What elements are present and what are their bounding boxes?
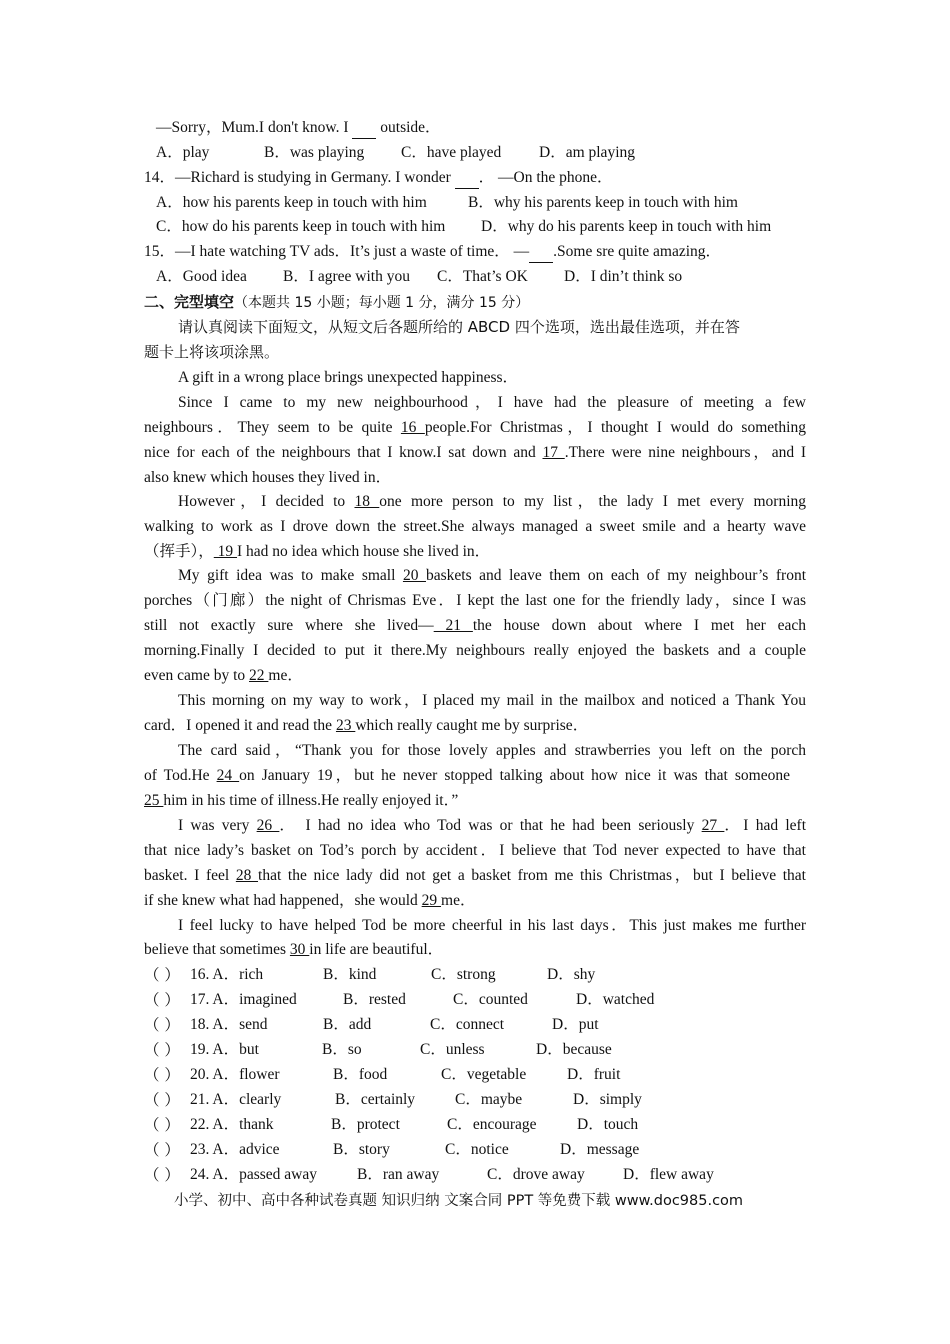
document-page: —Sorry，Mum.I don't know. I outside． A．play B．was playing C．have played D．am playing 14．—Richard is studying in Germany. I wonder ． —On the phone． A．how his parents keep in touch with him B．why his parents keep in touch with him C．how do his parents keep in touch with him D．why do his parents keep in touch with him 15．—I hate watching TV ads．It’s just a waste of time． — .Some sre quite amazing． A．Good idea B．I agree with you C．That’s OK D．I din’t think so 二、完型填空（本题共 15 小题；每小题 1 分，满分 15 分） 请认真阅读下面短文，从短文后各题所给的 ABCD 四个选项，选出最佳选项，并在答 题卡上将该项涂黑。 A gift in a wrong place brings unexpected happiness． Since I came to my new neighbourhood，I have had the pleasure of meeting a few neighbours．They seem to be quite 16 people.For Christmas，I thought I would do something nice for each of the neighbours that I know.I sat down and 17 .There were nine neighbours，and I also knew which houses they lived in． However，I decided to 18 one more person to my list，the lady I met every morning walking to work as I drove down the street.She always managed a sweet smile and a hearty wave （挥手）， 19 I had no idea which house she lived in． My gift idea was to make small 20 baskets and leave them on each of my neighbour’s front porches（门廊）the night of Chrismas Eve．I kept the last one for the friendly lady，since I was still not exactly sure where she lived— 21 the house down about where I met her each morning.Finally I decided to put it there.My neighbours really enjoyed the baskets and a couple even came by to 22 me． This morning on my way to work，I placed my mail in the mailbox and noticed a Thank You card．I opened it and read the 23 which really caught me by surprise． The card said，“Thank you for those lovely apples and strawberries you left on the porch of Tod.He 24 on January 19，but he never stopped talking about how nice it was that someone 25 him in his time of illness.He really enjoyed it．” I was very 26 ． I had no idea who Tod was or that he had been seriously 27 ．I had left that nice lady’s basket on Tod’s porch by accident．I believe that Tod never expected to have that basket. I feel 28 that the nice lady did not get a basket from me this Christmas，but I believe that if she knew what had happened，she would 29 me． I feel lucky to have helped Tod be more cheerful in his last days．This just makes me further believe that sometimes 30 in life are beautiful． （ ） 16. A．rich B．kind C．strong D．shy （ ） 17. A．imagined B．rested C．counted D．watched （ ） 18. A．send B．add C．connect D．put （ ） 19. A．but B．so C．unless D．because （ ） 20. A．flower B．food C．vegetable D．fruit （ ） 21. A．clearly B．certainly C．maybe D．simply （ ） 22. A．thank B．protect C．encourage D．touch （ ） 23. A．advice B．story C．notice D．message （ ） 24. A．passed away B．ran away C．drove away D．flew away 小学、初中、高中各种试卷真题 知识归纳 文案合同 PPT 等免费下载 www.doc985.com <box>0 0 950 1344</box>
passage-title: A gift in a wrong place brings unexpected happiness． <box>178 369 519 386</box>
passage-line: However，I decided to 18 one more person to my list，the lady I met every morning <box>178 493 806 510</box>
q15-option-d: D．I din’t think so <box>564 268 683 285</box>
passage-line: 25 him in his time of illness.He really enjoyed it．” <box>144 792 459 809</box>
blank-24: 24 <box>216 767 240 784</box>
blank-18: 18 <box>354 493 380 510</box>
section-instruction-cont: 题卡上将该项涂黑。 <box>144 343 280 361</box>
passage-line: nice for each of the neighbours that I know.I sat down and 17 .There were nine neighbours，and I <box>144 444 806 461</box>
passage-line: My gift idea was to make small 20 baskets and leave them on each of my neighbour’s front <box>178 567 807 584</box>
passage-line: of Tod.He 24 on January 19，but he never stopped talking about how nice it was that someone <box>144 767 791 784</box>
passage-line: walking to work as I drove down the street.She always managed a sweet smile and a hearty wave <box>144 518 806 535</box>
q15-option-b: B．I agree with you <box>283 268 410 285</box>
passage-line: still not exactly sure where she lived— 21 the house down about where I met her each <box>144 617 806 634</box>
blank-23: 23 <box>335 717 356 734</box>
passage-line: card．I opened it and read the 23 which really caught me by surprise． <box>144 717 589 734</box>
q15-option-c: C．That’s OK <box>437 268 528 285</box>
passage-line: even came by to 22 me． <box>144 667 303 684</box>
blank-22: 22 <box>249 667 269 684</box>
footer-text: 小学、初中、高中各种试卷真题 知识归纳 文案合同 PPT 等免费下载 www.doc985.com <box>174 1193 744 1209</box>
q14-option-d: D．why do his parents keep in touch with him <box>481 218 772 235</box>
q15-stem: 15．—I hate watching TV ads．It’s just a waste of time． — .Some sre quite amazing． <box>144 242 806 263</box>
passage-line: I was very 26 ． I had no idea who Tod was or that he had been seriously 27 ．I had left <box>178 817 807 834</box>
q15-option-a: A．Good idea <box>156 268 247 285</box>
passage-line: also knew which houses they lived in． <box>144 469 392 486</box>
passage-line: basket. I feel 28 that the nice lady did not get a basket from me this Christmas，but I believe that <box>144 867 806 884</box>
blank-28: 28 <box>235 867 259 884</box>
section-instruction: 请认真阅读下面短文，从短文后各题所给的 ABCD 四个选项，选出最佳选项，并在答 <box>178 318 740 336</box>
blank-20: 20 <box>402 567 426 584</box>
q14-option-b: B．why his parents keep in touch with him <box>468 194 738 211</box>
q14-option-c: C．how do his parents keep in touch with him <box>156 218 446 235</box>
passage-line: Since I came to my new neighbourhood，I have had the pleasure of meeting a few <box>178 394 806 411</box>
passage-line: believe that sometimes 30 in life are beautiful． <box>144 941 444 958</box>
passage-line: The card said，“Thank you for those lovely apples and strawberries you left on the porch <box>178 742 806 759</box>
passage-line: if she knew what had happened，she would 29 me． <box>144 892 476 909</box>
q13-option-b: B．was playing <box>264 144 365 161</box>
blank-29: 29 <box>421 892 442 909</box>
q14-option-a: A．how his parents keep in touch with him <box>156 194 427 211</box>
q15-blank <box>529 242 553 263</box>
passage-line: This morning on my way to work，I placed my mail in the mailbox and noticed a Thank You <box>178 692 806 709</box>
blank-16: 16 <box>400 419 425 436</box>
q13-option-c: C．have played <box>401 144 502 161</box>
blank-25: 25 <box>144 792 164 809</box>
q13-option-a: A．play <box>156 144 210 161</box>
passage-line: porches（门廊）the night of Chrismas Eve．I kept the last one for the friendly lady，since I was <box>144 592 806 609</box>
q13-blank <box>352 118 376 139</box>
q14-blank <box>455 168 479 189</box>
blank-19: 19 <box>213 543 238 560</box>
blank-21: 21 <box>433 617 473 634</box>
blank-27: 27 <box>701 817 725 834</box>
q14-stem: 14．—Richard is studying in Germany. I wonder ． —On the phone． <box>144 168 806 189</box>
q13-option-d: D．am playing <box>539 144 635 161</box>
q13-stem: —Sorry，Mum.I don't know. I outside． <box>156 118 818 139</box>
passage-line: neighbours．They seem to be quite 16 people.For Christmas，I thought I would do something <box>144 419 806 436</box>
passage-line: （挥手）， 19 I had no idea which house she lived in． <box>144 542 491 560</box>
blank-17: 17 <box>542 444 565 461</box>
section-heading: 二、完型填空（本题共 15 小题；每小题 1 分，满分 15 分） <box>144 293 530 311</box>
blank-26: 26 <box>256 817 280 834</box>
blank-30: 30 <box>289 941 310 958</box>
passage-line: morning.Finally I decided to put it there.My neighbours really enjoyed the baskets and a couple <box>144 642 806 659</box>
passage-line: that nice lady’s basket on Tod’s porch by accident．I believe that Tod never expected to have that <box>144 842 806 859</box>
passage-line: I feel lucky to have helped Tod be more cheerful in his last days．This just makes me further <box>178 917 806 934</box>
